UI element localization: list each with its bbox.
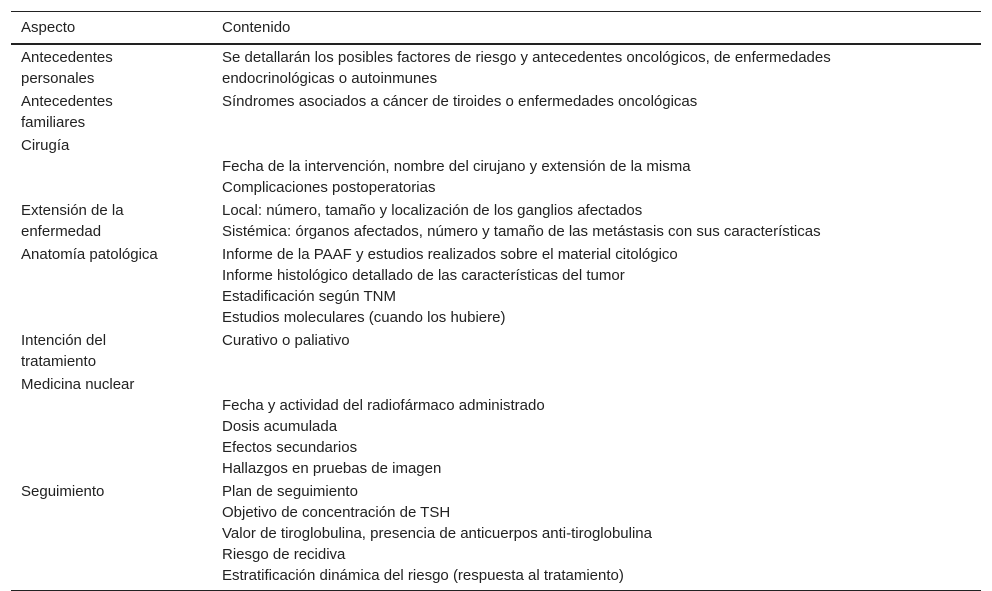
contenido-text: Objetivo de concentración de TSH: [222, 504, 451, 521]
aspecto-text: Seguimiento: [21, 483, 105, 500]
column-header-aspecto: Aspecto: [21, 19, 76, 36]
aspecto-text: familiares: [21, 114, 86, 131]
table-row: [11, 329, 981, 373]
aspecto-cell: [11, 134, 212, 199]
table-row: [11, 243, 981, 329]
contenido-text: Hallazgos en pruebas de imagen: [222, 460, 442, 477]
aspecto-text: personales: [21, 70, 95, 87]
aspecto-text: Cirugía: [21, 137, 70, 154]
contenido-cell: [212, 243, 981, 329]
table-row: [11, 199, 981, 243]
contenido-text: Local: número, tamaño y localización de los ganglios afectados: [222, 202, 643, 219]
aspecto-cell: [11, 243, 212, 329]
aspecto-cell: [11, 90, 212, 134]
contenido-cell: [212, 373, 981, 480]
contenido-text: Dosis acumulada: [222, 418, 338, 435]
contenido-text: Se detallarán los posibles factores de riesgo y antecedentes oncológicos, de enfermedades: [222, 49, 831, 66]
table-row: [11, 373, 981, 480]
contenido-text: Curativo o paliativo: [222, 332, 350, 349]
table-row: [11, 480, 981, 591]
contenido-text: Informe de la PAAF y estudios realizados sobre el material citológico: [222, 246, 678, 263]
contenido-text: Fecha de la intervención, nombre del cirujano y extensión de la misma: [222, 158, 691, 175]
aspecto-text: Antecedentes: [21, 93, 113, 110]
contenido-text: Complicaciones postoperatorias: [222, 179, 436, 196]
contenido-text: Estudios moleculares (cuando los hubiere): [222, 309, 506, 326]
table-header: [11, 12, 981, 45]
contenido-cell: [212, 329, 981, 373]
table-row: [11, 90, 981, 134]
contenido-text: Informe histológico detallado de las características del tumor: [222, 267, 625, 284]
contenido-text: Efectos secundarios: [222, 439, 358, 456]
table-row: [11, 44, 981, 90]
contenido-text: Plan de seguimiento: [222, 483, 358, 500]
aspecto-text: enfermedad: [21, 223, 102, 240]
contenido-cell: [212, 134, 981, 199]
aspecto-cell: [11, 199, 212, 243]
contenido-text: Sistémica: órganos afectados, número y tamaño de las metástasis con sus características: [222, 223, 821, 240]
contenido-cell: [212, 90, 981, 134]
blank-line: [222, 374, 971, 395]
contenido-text: Estadificación según TNM: [222, 288, 396, 305]
aspecto-text: Extensión de la: [21, 202, 124, 219]
contenido-cell: [212, 480, 981, 591]
header-row: [11, 12, 981, 45]
contenido-text: Riesgo de recidiva: [222, 546, 346, 563]
contenido-cell: [212, 44, 981, 90]
contenido-text: Fecha y actividad del radiofármaco administrado: [222, 397, 545, 414]
table-row: [11, 134, 981, 199]
column-header-contenido: Contenido: [222, 19, 291, 36]
aspecto-text: Antecedentes: [21, 49, 113, 66]
table-body: [11, 44, 981, 591]
aspecto-text: Anatomía patológica: [21, 246, 158, 263]
aspecto-text: tratamiento: [21, 353, 97, 370]
contenido-cell: [212, 199, 981, 243]
contenido-text: endocrinológicas o autoinmunes: [222, 70, 438, 87]
aspecto-cell: [11, 480, 212, 591]
contenido-text: Estratificación dinámica del riesgo (respuesta al tratamiento): [222, 567, 624, 584]
aspecto-cell: [11, 329, 212, 373]
aspecto-cell: [11, 44, 212, 90]
aspecto-text: Intención del: [21, 332, 107, 349]
data-table: [11, 11, 981, 591]
contenido-text: Valor de tiroglobulina, presencia de anticuerpos anti-tiroglobulina: [222, 525, 652, 542]
blank-line: [222, 135, 971, 156]
table-container: [11, 11, 981, 591]
aspecto-cell: [11, 373, 212, 480]
aspecto-text: Medicina nuclear: [21, 376, 135, 393]
contenido-text: Síndromes asociados a cáncer de tiroides o enfermedades oncológicas: [222, 93, 698, 110]
